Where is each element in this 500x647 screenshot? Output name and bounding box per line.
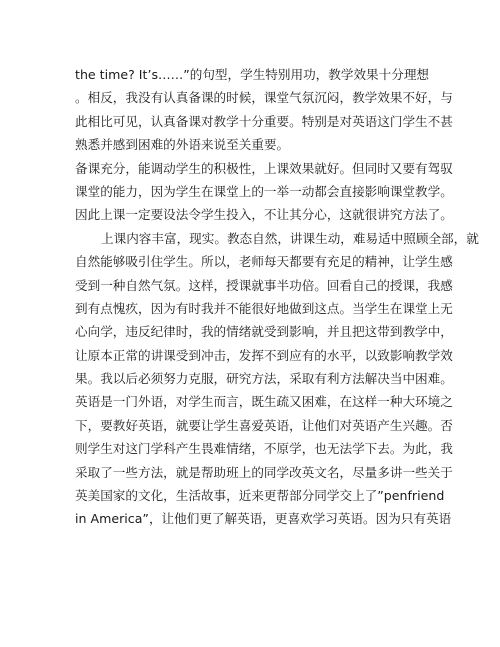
text-line: 上课内容丰富，现实。教态自然，讲课生动，难易适中照顾全部，就	[101, 230, 479, 246]
text-line: 心向学，违反纪律时，我的情绪就受到影响，并且把这带到教学中，	[75, 324, 453, 340]
text-line: 下，要教好英语，就要让学生喜爱英语，让他们对英语产生兴趣。否	[75, 417, 453, 433]
text-line: 到有点愧疚，因为有时我并不能很好地做到这点。当学生在课堂上无	[75, 300, 453, 316]
text-line: 英语是一门外语，对学生而言，既生疏又困难，在这样一种大环境之	[75, 394, 453, 410]
text-line: 此相比可见，认真备课对教学十分重要。特别是对英语这门学生不甚	[75, 113, 453, 129]
text-line: 英美国家的文化，生活故事，近来更帮部分同学交上了”penfriend	[75, 488, 445, 504]
text-line: 果。我以后必须努力克服，研究方法，采取有利方法解决当中困难。	[75, 371, 453, 387]
text-line: 课堂的能力，因为学生在课堂上的一举一动都会直接影响课堂教学。	[75, 183, 453, 199]
text-line: 因此上课一定要设法令学生投入，不让其分心，这就很讲究方法了。	[75, 207, 453, 223]
text-line: 熟悉并感到困难的外语来说至关重要。	[75, 137, 290, 153]
text-line: 备课充分，能调动学生的积极性，上课效果就好。但同时又要有驾驭	[75, 160, 453, 176]
text-line: 则学生对这门学科产生畏难情绪，不原学，也无法学下去。为此，我	[75, 441, 453, 457]
text-line: 受到一种自然气氛。这样，授课就事半功倍。回看自己的授课，我感	[75, 277, 453, 293]
body-text	[75, 63, 479, 531]
text-line: 自然能够吸引住学生。所以，老师每天都要有充足的精神，让学生感	[75, 254, 453, 270]
text-line: the time? It’s……”的句型，学生特别用功，教学效果十分理想	[75, 67, 430, 82]
text-line: in America”，让他们更了解英语，更喜欢学习英语。因为只有英语	[75, 511, 452, 527]
text-line: 。相反，我没有认真备课的时候，课堂气氛沉闷，教学效果不好，与	[75, 90, 453, 106]
text-line: 采取了一些方法，就是帮助班上的同学改英文名，尽量多讲一些关于	[75, 464, 453, 480]
text-line: 让原本正常的讲课受到冲击，发挥不到应有的水平，以致影响教学效	[75, 347, 453, 363]
